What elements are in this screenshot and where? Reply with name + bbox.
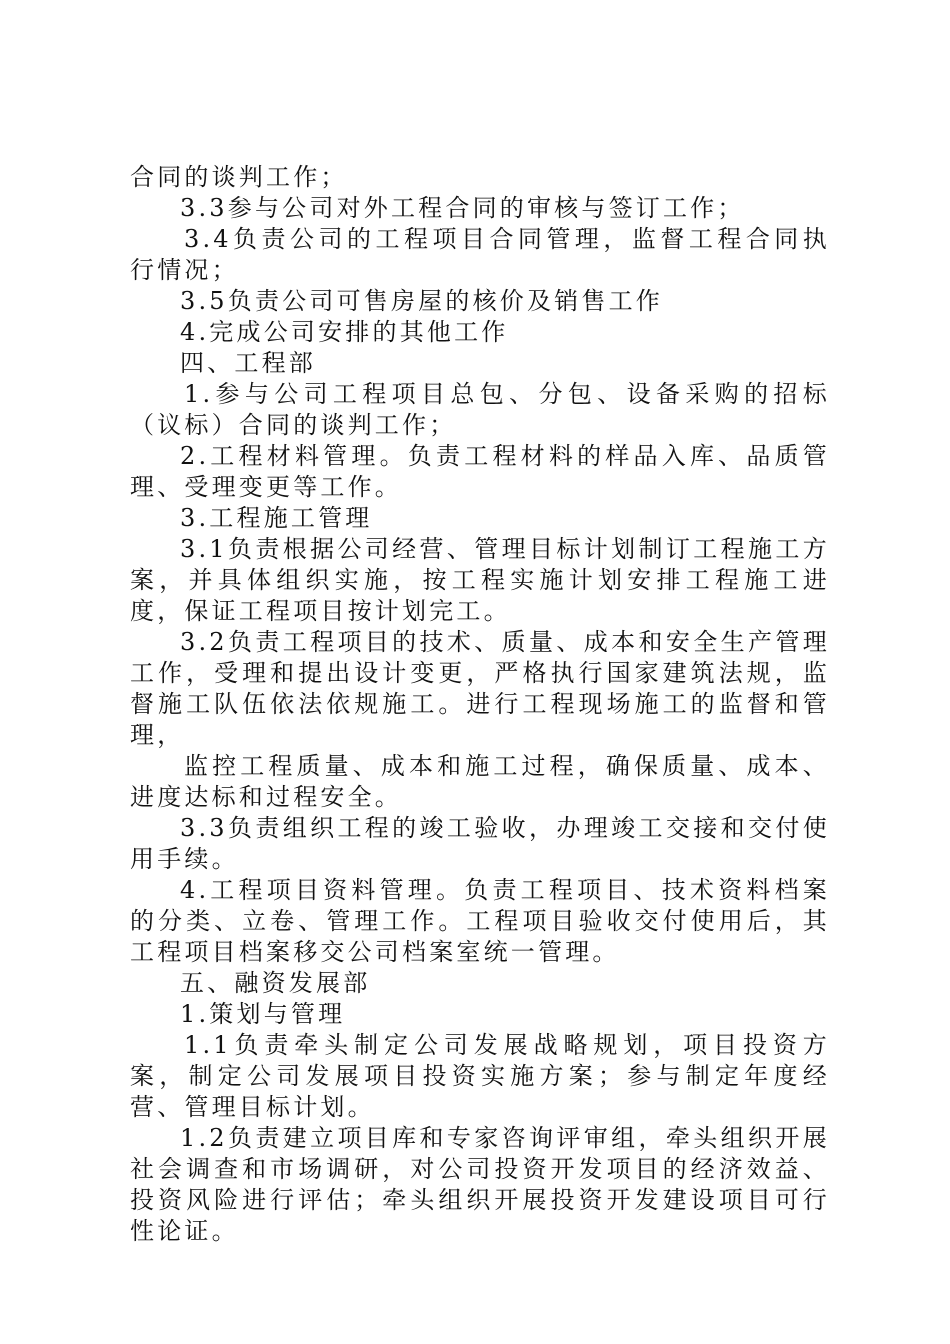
paragraph: 3.1负责根据公司经营、管理目标计划制订工程施工方案，并具体组织实施，按工程实施计划安排工程施工进度，保证工程项目按计划完工。 xyxy=(130,535,830,625)
paragraph: 4.完成公司安排的其他工作 xyxy=(180,318,509,346)
paragraph: 3.3负责组织工程的竣工验收，办理竣工交接和交付使用手续。 xyxy=(130,814,830,873)
paragraph: 1.参与公司工程项目总包、分包、设备采购的招标（议标）合同的谈判工作； xyxy=(130,380,830,439)
document-body xyxy=(130,162,830,1247)
paragraph: 4.工程项目资料管理。负责工程项目、技术资料档案的分类、立卷、管理工作。工程项目验收交付使用后，其工程项目档案移交公司档案室统一管理。 xyxy=(130,876,830,966)
paragraph: 监控工程质量、成本和施工过程，确保质量、成本、进度达标和过程安全。 xyxy=(130,752,830,811)
paragraph: 3.工程施工管理 xyxy=(180,504,373,532)
paragraph: 3.2负责工程项目的技术、质量、成本和安全生产管理工作，受理和提出设计变更，严格执行国家建筑法规，监督施工队伍依法依规施工。进行工程现场施工的监督和管理， xyxy=(130,628,830,749)
paragraph: 合同的谈判工作； xyxy=(130,163,348,191)
paragraph: 1.2负责建立项目库和专家咨询评审组，牵头组织开展社会调查和市场调研，对公司投资开发项目的经济效益、投资风险进行评估；牵头组织开展投资开发建设项目可行性论证。 xyxy=(130,1124,830,1245)
paragraph: 3.5负责公司可售房屋的核价及销售工作 xyxy=(180,287,663,315)
paragraph: 3.4负责公司的工程项目合同管理，监督工程合同执行情况； xyxy=(130,225,830,284)
section-heading: 四、工程部 xyxy=(180,349,316,377)
paragraph: 3.3参与公司对外工程合同的审核与签订工作； xyxy=(180,194,745,222)
section-heading: 五、融资发展部 xyxy=(180,969,371,997)
paragraph: 1.1负责牵头制定公司发展战略规划，项目投资方案，制定公司发展项目投资实施方案；参与制定年度经营、管理目标计划。 xyxy=(130,1031,830,1121)
paragraph: 2.工程材料管理。负责工程材料的样品入库、品质管理、受理变更等工作。 xyxy=(130,442,830,501)
paragraph: 1.策划与管理 xyxy=(180,1000,346,1028)
